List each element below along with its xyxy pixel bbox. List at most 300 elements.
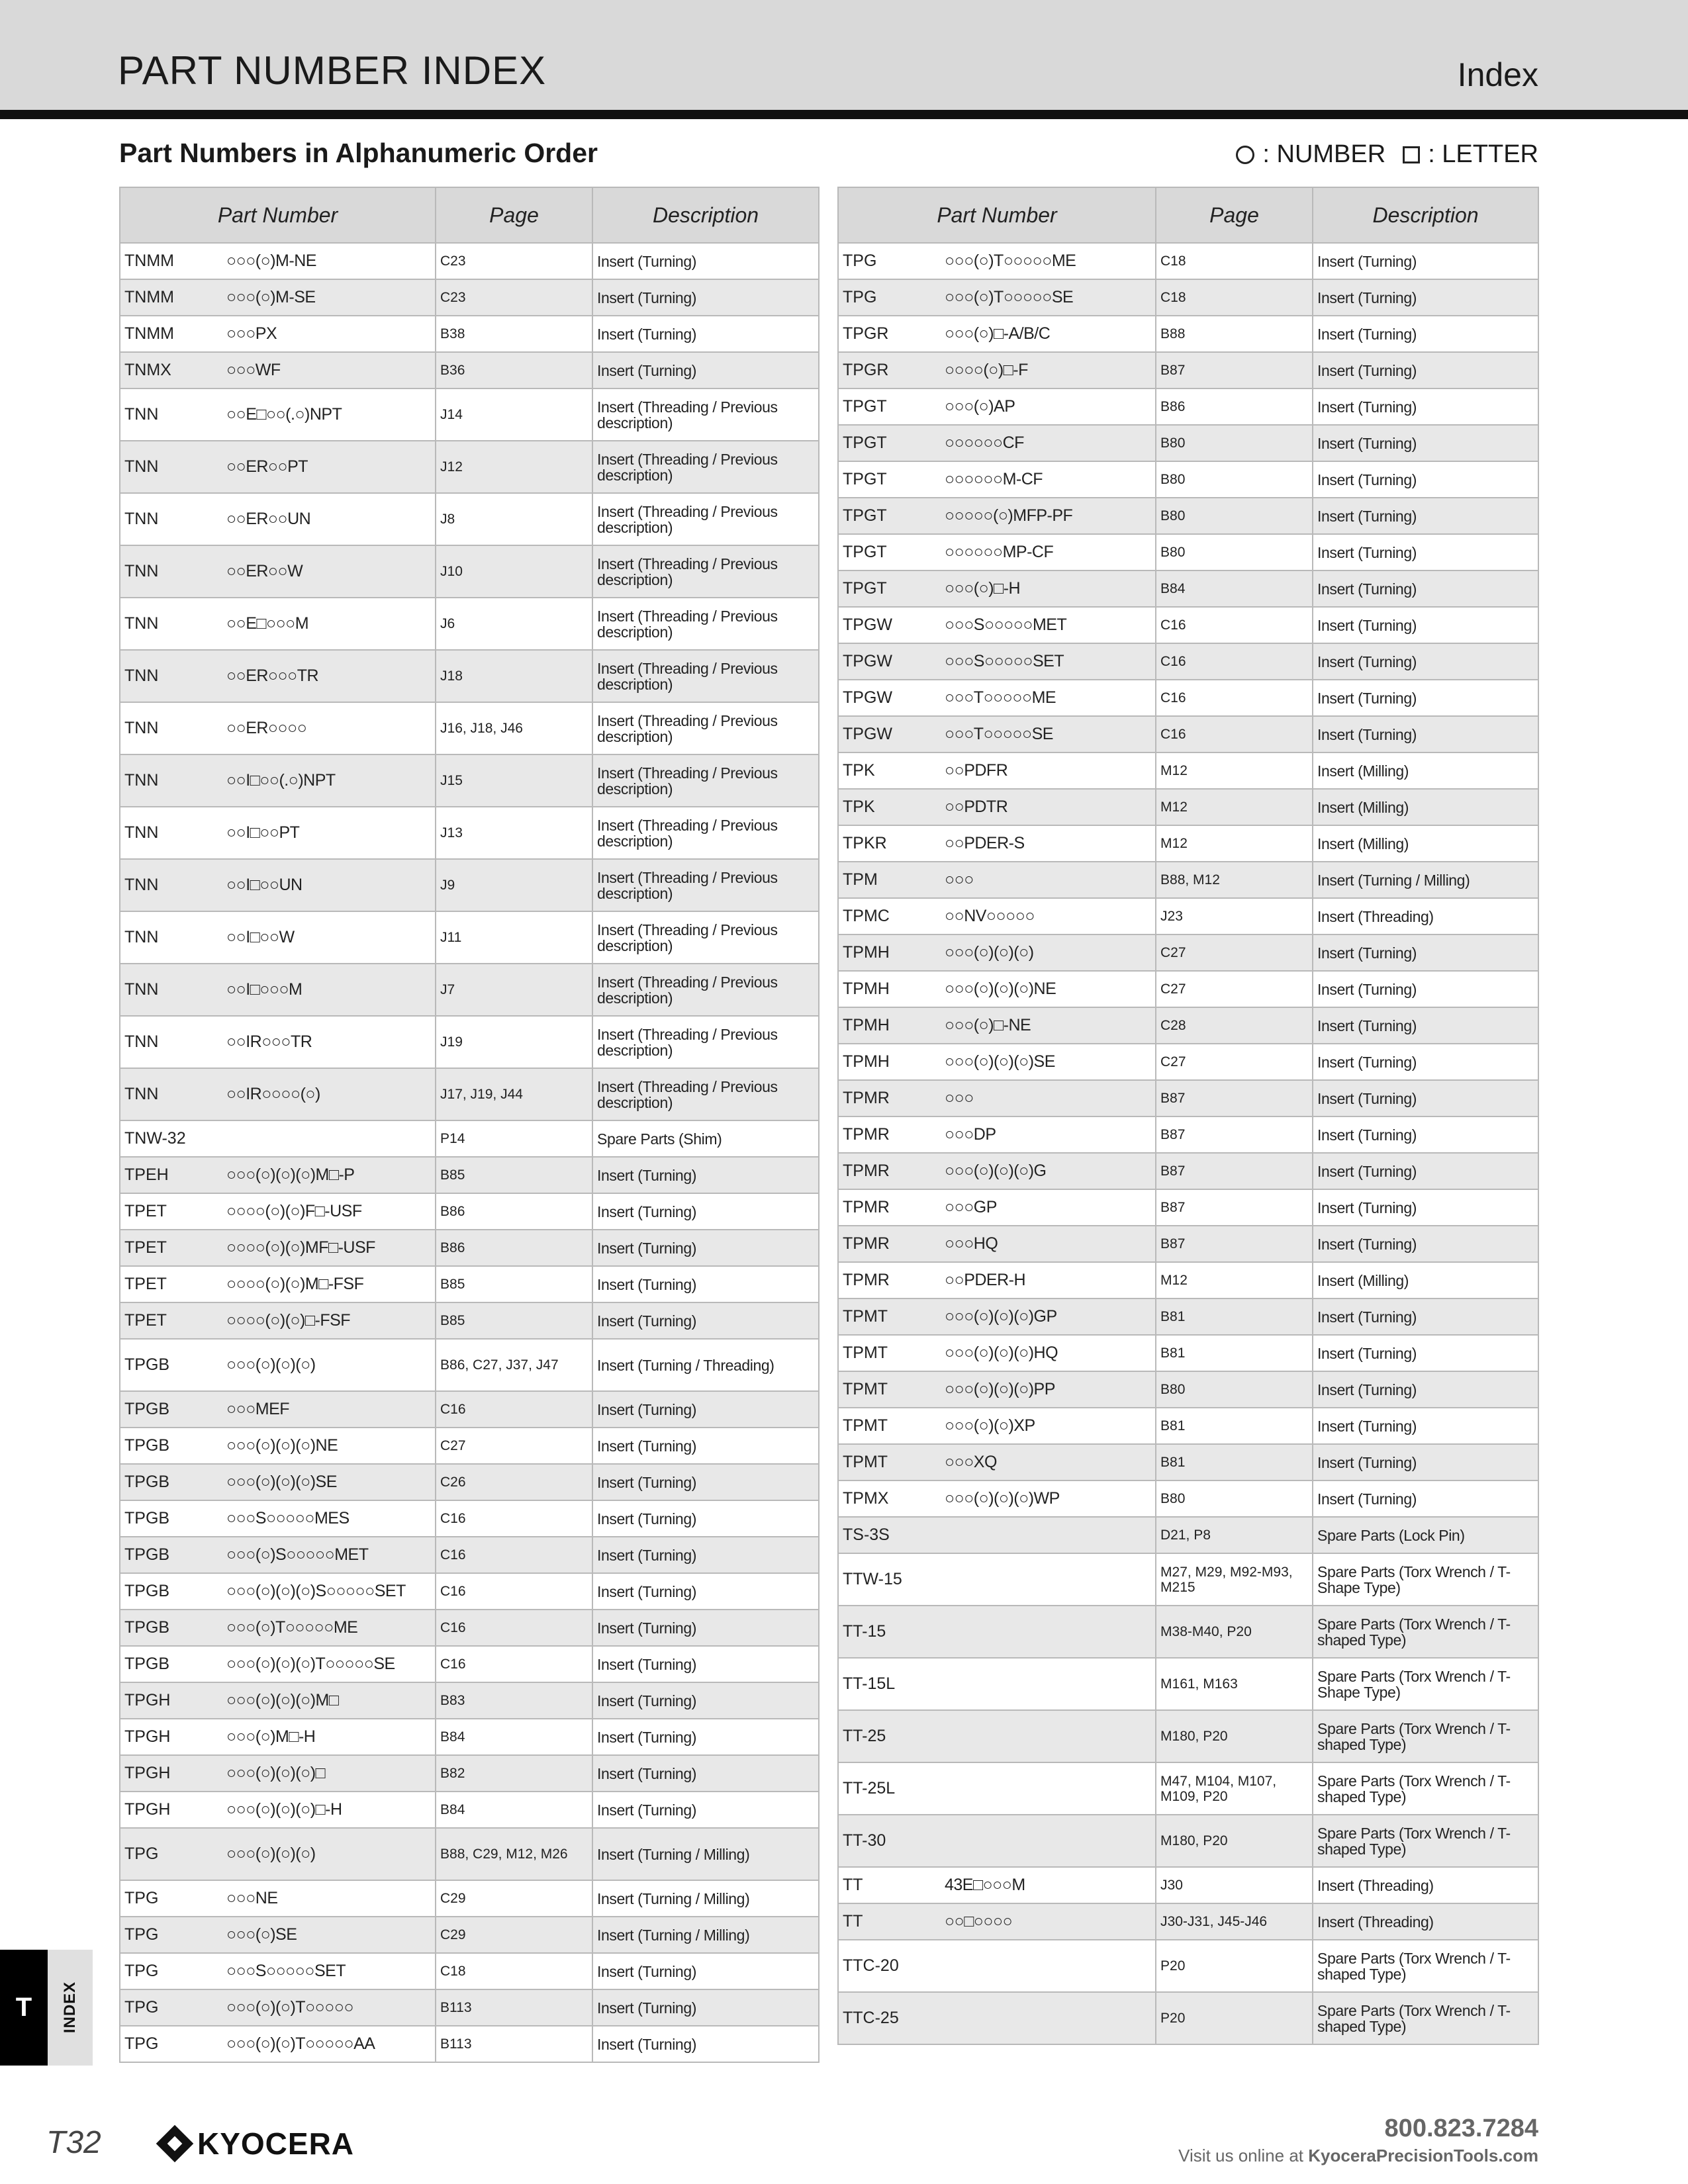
- part-code: ○○○(○)(○)(○)GP: [941, 1298, 1156, 1335]
- part-prefix: TPGW: [838, 607, 941, 643]
- part-prefix: TNN: [120, 388, 222, 441]
- part-prefix: TPGT: [838, 570, 941, 607]
- part-code: ○○○NE: [222, 1880, 436, 1917]
- table-row: [120, 1193, 819, 1230]
- page-ref: B84: [1156, 570, 1313, 607]
- table-row: [120, 702, 819, 754]
- part-prefix: TPG: [120, 1953, 222, 1989]
- page-ref: M12: [1156, 752, 1313, 789]
- part-code: ○○○(○)(○)(○)PP: [941, 1371, 1156, 1408]
- part-prefix: TPGT: [838, 498, 941, 534]
- part-code: ○○○(○)(○)(○)T○○○○○SE: [222, 1646, 436, 1682]
- part-code: ○○○(○)□-NE: [941, 1007, 1156, 1044]
- part-prefix: TPMR: [838, 1262, 941, 1298]
- part-code: ○○ER○○UN: [222, 493, 436, 545]
- part-code: ○○E□○○(.○)NPT: [222, 388, 436, 441]
- description: Insert (Turning): [1313, 1298, 1538, 1335]
- page-ref: B82: [436, 1755, 592, 1792]
- page-ref: B88, M12: [1156, 862, 1313, 898]
- description: Insert (Turning): [592, 1230, 819, 1266]
- part-code: ○○I□○○PT: [222, 807, 436, 859]
- part-code: ○○○XQ: [941, 1444, 1156, 1480]
- table-row: [120, 911, 819, 964]
- page-ref: J18: [436, 650, 592, 702]
- description: Insert (Turning): [1313, 534, 1538, 570]
- side-tab-letter: T: [0, 1950, 48, 2066]
- part-code: ○○○(○)(○)(○): [222, 1339, 436, 1391]
- part-code: ○○○T○○○○○SE: [941, 716, 1156, 752]
- part-code: ○○PDER-H: [941, 1262, 1156, 1298]
- description: Insert (Turning): [1313, 716, 1538, 752]
- table-row: [120, 1792, 819, 1828]
- page-ref: J15: [436, 754, 592, 807]
- description: Insert (Turning): [592, 1573, 819, 1610]
- page-ref: C16: [436, 1537, 592, 1573]
- page-ref: B88: [1156, 316, 1313, 352]
- table-row: [120, 1016, 819, 1068]
- table-row: [838, 789, 1538, 825]
- page-ref: B80: [1156, 498, 1313, 534]
- part-code: ○○○(○)(○)(○)□: [222, 1755, 436, 1792]
- table-row: [838, 316, 1538, 352]
- page-ref: M47, M104, M107, M109, P20: [1156, 1762, 1313, 1815]
- table-row: [120, 493, 819, 545]
- page-ref: C26: [436, 1464, 592, 1500]
- part-code: ○○○○(○)□-F: [941, 352, 1156, 388]
- page-ref: B85: [436, 1157, 592, 1193]
- table-row: [120, 243, 819, 279]
- part-prefix: TPGT: [838, 461, 941, 498]
- part-code: ○○○(○)(○)T○○○○○: [222, 1989, 436, 2026]
- description: Insert (Turning): [1313, 316, 1538, 352]
- table-row: [838, 1903, 1538, 1940]
- part-code: ○○○(○)T○○○○○SE: [941, 279, 1156, 316]
- part-code: ○○○○(○)(○)MF□-USF: [222, 1230, 436, 1266]
- table-row: [838, 1480, 1538, 1517]
- part-prefix: TPG: [838, 243, 941, 279]
- description: Insert (Threading / Previous description): [592, 545, 819, 598]
- page-ref: B81: [1156, 1408, 1313, 1444]
- table-row: [838, 1080, 1538, 1116]
- table-row: [120, 352, 819, 388]
- part-code: ○○○S○○○○○MES: [222, 1500, 436, 1537]
- part-prefix: TPGH: [120, 1682, 222, 1719]
- table-row: [120, 1428, 819, 1464]
- part-prefix: TPMT: [838, 1335, 941, 1371]
- description: Insert (Threading): [1313, 1867, 1538, 1903]
- table-row: [120, 316, 819, 352]
- description: Insert (Turning): [592, 1989, 819, 2026]
- description: Insert (Turning): [592, 1391, 819, 1428]
- part-prefix: TNW-32: [120, 1120, 222, 1157]
- page-ref: C29: [436, 1880, 592, 1917]
- part-prefix: TPGB: [120, 1537, 222, 1573]
- table-row: [120, 1719, 819, 1755]
- page-ref: C16: [436, 1646, 592, 1682]
- table-row: [120, 1120, 819, 1157]
- description: Insert (Milling): [1313, 825, 1538, 862]
- page-ref: J17, J19, J44: [436, 1068, 592, 1120]
- description: Spare Parts (Torx Wrench / T-Shape Type): [1313, 1658, 1538, 1710]
- page-ref: C23: [436, 279, 592, 316]
- part-prefix: TPMT: [838, 1371, 941, 1408]
- part-prefix: TPMX: [838, 1480, 941, 1517]
- description: Spare Parts (Shim): [592, 1120, 819, 1157]
- description: Insert (Threading / Previous description): [592, 1016, 819, 1068]
- page-ref: D21, P8: [1156, 1517, 1313, 1553]
- description: Insert (Turning): [592, 1428, 819, 1464]
- part-prefix: TPM: [838, 862, 941, 898]
- part-code: ○○○(○)□-H: [941, 570, 1156, 607]
- part-code: [941, 1517, 1156, 1553]
- part-prefix: TPET: [120, 1266, 222, 1302]
- table-row: [120, 1391, 819, 1428]
- description: Insert (Threading / Previous description): [592, 441, 819, 493]
- table-row: [120, 441, 819, 493]
- page-ref: J23: [1156, 898, 1313, 934]
- description: Insert (Turning / Threading): [592, 1339, 819, 1391]
- page-ref: B84: [436, 1719, 592, 1755]
- table-row: [838, 607, 1538, 643]
- description: Insert (Threading / Previous description): [592, 859, 819, 911]
- part-prefix: TPMR: [838, 1080, 941, 1116]
- description: Insert (Turning): [592, 1719, 819, 1755]
- col-header-page: Page: [1156, 187, 1313, 243]
- part-code: ○○□○○○○: [941, 1903, 1156, 1940]
- table-row: [120, 2026, 819, 2062]
- part-code: ○○○(○)M-NE: [222, 243, 436, 279]
- description: Insert (Threading / Previous description): [592, 650, 819, 702]
- table-row: [838, 243, 1538, 279]
- table-row: [838, 1408, 1538, 1444]
- table-row: [120, 1339, 819, 1391]
- subtitle: Part Numbers in Alphanumeric Order: [119, 138, 598, 168]
- part-code: ○○○S○○○○○MET: [941, 607, 1156, 643]
- page-ref: B81: [1156, 1444, 1313, 1480]
- table-row: [838, 1153, 1538, 1189]
- description: Insert (Turning): [592, 1500, 819, 1537]
- part-prefix: TNMM: [120, 279, 222, 316]
- table-row: [838, 1517, 1538, 1553]
- description: Insert (Threading / Previous description): [592, 807, 819, 859]
- description: Insert (Turning / Milling): [1313, 862, 1538, 898]
- side-tab-label: INDEX: [61, 1981, 79, 2034]
- page-ref: B80: [1156, 1371, 1313, 1408]
- page-ref: M27, M29, M92-M93, M215: [1156, 1553, 1313, 1606]
- part-prefix: TNN: [120, 1016, 222, 1068]
- table-row: [838, 1371, 1538, 1408]
- part-code: ○○ER○○PT: [222, 441, 436, 493]
- table-row: [838, 388, 1538, 425]
- description: Insert (Milling): [1313, 789, 1538, 825]
- description: Insert (Turning): [592, 1953, 819, 1989]
- part-code: ○○○S○○○○○SET: [941, 643, 1156, 680]
- description: Insert (Turning): [1313, 1408, 1538, 1444]
- page-ref: J12: [436, 441, 592, 493]
- table-row: [120, 1880, 819, 1917]
- page-ref: B80: [1156, 461, 1313, 498]
- part-code: ○○○(○)T○○○○○ME: [941, 243, 1156, 279]
- description: Insert (Turning / Milling): [592, 1828, 819, 1880]
- page-ref: P14: [436, 1120, 592, 1157]
- table-row: [838, 425, 1538, 461]
- description: Insert (Turning): [1313, 1044, 1538, 1080]
- table-row: [838, 643, 1538, 680]
- table-row: [120, 1682, 819, 1719]
- page-ref: B81: [1156, 1335, 1313, 1371]
- part-prefix: TPGB: [120, 1428, 222, 1464]
- table-row: [838, 1116, 1538, 1153]
- description: Insert (Turning): [1313, 1116, 1538, 1153]
- page-ref: B87: [1156, 1080, 1313, 1116]
- part-prefix: TPMT: [838, 1298, 941, 1335]
- page-ref: J13: [436, 807, 592, 859]
- description: Insert (Turning): [592, 1302, 819, 1339]
- description: Insert (Turning): [592, 1610, 819, 1646]
- page-ref: B86: [1156, 388, 1313, 425]
- page-ref: P20: [1156, 1940, 1313, 1992]
- page-ref: J8: [436, 493, 592, 545]
- page-ref: J6: [436, 598, 592, 650]
- part-prefix: TNN: [120, 702, 222, 754]
- table-row: [120, 1500, 819, 1537]
- part-prefix: TT-25: [838, 1710, 941, 1762]
- table-row: [838, 1606, 1538, 1658]
- page-ref: B87: [1156, 1153, 1313, 1189]
- part-prefix: TPGB: [120, 1573, 222, 1610]
- description: Insert (Turning): [1313, 607, 1538, 643]
- part-code: ○○IR○○○TR: [222, 1016, 436, 1068]
- description: Insert (Turning): [1313, 1007, 1538, 1044]
- part-prefix: TPG: [120, 1917, 222, 1953]
- table-row: [838, 1815, 1538, 1867]
- page-ref: B85: [436, 1266, 592, 1302]
- page-ref: J19: [436, 1016, 592, 1068]
- visit-site[interactable]: KyoceraPrecisionTools.com: [1308, 2146, 1538, 2165]
- part-code: ○○○○(○)(○)F□-USF: [222, 1193, 436, 1230]
- description: Insert (Turning): [1313, 461, 1538, 498]
- table-row: [120, 1068, 819, 1120]
- page-ref: C27: [1156, 971, 1313, 1007]
- page-ref: B87: [1156, 1189, 1313, 1226]
- part-prefix: TNN: [120, 598, 222, 650]
- part-code: ○○PDTR: [941, 789, 1156, 825]
- part-prefix: TPMR: [838, 1226, 941, 1262]
- col-header-desc: Description: [1313, 187, 1538, 243]
- description: Insert (Turning): [1313, 1444, 1538, 1480]
- description: Insert (Turning): [1313, 279, 1538, 316]
- description: Insert (Threading / Previous description): [592, 493, 819, 545]
- table-row: [838, 825, 1538, 862]
- part-code: ○○ER○○○TR: [222, 650, 436, 702]
- description: Insert (Milling): [1313, 752, 1538, 789]
- description: Spare Parts (Torx Wrench / T-shaped Type): [1313, 1992, 1538, 2044]
- page-ref: C29: [436, 1917, 592, 1953]
- table-row: [120, 388, 819, 441]
- page-ref: C18: [436, 1953, 592, 1989]
- page-ref: M180, P20: [1156, 1710, 1313, 1762]
- table-row: [838, 716, 1538, 752]
- header-rule: [0, 110, 1688, 119]
- kyocera-logo: [162, 2126, 354, 2161]
- part-code: ○○○○○○M-CF: [941, 461, 1156, 498]
- part-code: ○○○(○)(○)(○)SE: [941, 1044, 1156, 1080]
- side-tab: [0, 1950, 93, 2066]
- part-code: ○○I□○○W: [222, 911, 436, 964]
- description: Insert (Turning): [1313, 643, 1538, 680]
- description: Insert (Turning / Milling): [592, 1880, 819, 1917]
- part-prefix: TPGH: [120, 1719, 222, 1755]
- table-row: [838, 752, 1538, 789]
- table-row: [838, 1658, 1538, 1710]
- description: Insert (Turning): [1313, 352, 1538, 388]
- part-code: ○○IR○○○○(○): [222, 1068, 436, 1120]
- description: Insert (Turning): [1313, 934, 1538, 971]
- page-ref: M12: [1156, 825, 1313, 862]
- table-row: [120, 1266, 819, 1302]
- page-ref: J11: [436, 911, 592, 964]
- part-code: [941, 1815, 1156, 1867]
- page-ref: B86: [436, 1230, 592, 1266]
- part-code: ○○○(○)T○○○○○ME: [222, 1610, 436, 1646]
- description: Insert (Milling): [1313, 1262, 1538, 1298]
- table-row: [120, 754, 819, 807]
- part-prefix: TPET: [120, 1230, 222, 1266]
- part-prefix: TNN: [120, 964, 222, 1016]
- page-ref: B86: [436, 1193, 592, 1230]
- description: Insert (Turning): [592, 279, 819, 316]
- part-code: ○○ER○○W: [222, 545, 436, 598]
- part-prefix: TPGB: [120, 1610, 222, 1646]
- page-ref: B36: [436, 352, 592, 388]
- part-code: ○○○(○)(○)XP: [941, 1408, 1156, 1444]
- description: Insert (Turning): [1313, 1153, 1538, 1189]
- table-row: [120, 964, 819, 1016]
- description: Insert (Turning): [592, 1157, 819, 1193]
- description: Spare Parts (Torx Wrench / T-shaped Type): [1313, 1710, 1538, 1762]
- table-row: [838, 1710, 1538, 1762]
- part-prefix: TPK: [838, 789, 941, 825]
- table-row: [838, 570, 1538, 607]
- part-prefix: TT-15L: [838, 1658, 941, 1710]
- part-prefix: TPMT: [838, 1408, 941, 1444]
- part-prefix: TNMM: [120, 243, 222, 279]
- table-row: [120, 1953, 819, 1989]
- part-code: ○○PDFR: [941, 752, 1156, 789]
- description: Insert (Turning): [1313, 243, 1538, 279]
- part-prefix: TNN: [120, 441, 222, 493]
- part-code: [941, 1606, 1156, 1658]
- description: Insert (Turning): [1313, 1335, 1538, 1371]
- part-prefix: TNN: [120, 911, 222, 964]
- table-row: [120, 1302, 819, 1339]
- table-row: [838, 352, 1538, 388]
- part-prefix: TTC-20: [838, 1940, 941, 1992]
- part-prefix: TT-25L: [838, 1762, 941, 1815]
- part-code: [941, 1710, 1156, 1762]
- part-code: ○○○(○)(○)(○)NE: [941, 971, 1156, 1007]
- table-row: [838, 1335, 1538, 1371]
- part-prefix: TT-15: [838, 1606, 941, 1658]
- index-table-left: [119, 187, 820, 2063]
- description: Insert (Turning / Milling): [592, 1917, 819, 1953]
- part-code: ○○○T○○○○○ME: [941, 680, 1156, 716]
- section-label: Index: [1457, 56, 1538, 93]
- description: Insert (Turning): [1313, 425, 1538, 461]
- part-code: ○○I□○○(.○)NPT: [222, 754, 436, 807]
- part-code: ○○○(○)S○○○○○MET: [222, 1537, 436, 1573]
- logo-text: KYOCERA: [197, 2126, 355, 2161]
- description: Insert (Threading / Previous description): [592, 388, 819, 441]
- part-prefix: TPGT: [838, 534, 941, 570]
- page-ref: C27: [1156, 934, 1313, 971]
- part-prefix: TPK: [838, 752, 941, 789]
- description: Spare Parts (Torx Wrench / T-Shape Type): [1313, 1553, 1538, 1606]
- page-title: PART NUMBER INDEX: [118, 48, 547, 93]
- part-prefix: TS-3S: [838, 1517, 941, 1553]
- page-ref: B87: [1156, 1226, 1313, 1262]
- part-prefix: TT: [838, 1867, 941, 1903]
- part-prefix: TPGB: [120, 1391, 222, 1428]
- part-prefix: TPG: [120, 2026, 222, 2062]
- page-ref: C23: [436, 243, 592, 279]
- part-code: ○○○(○)M□-H: [222, 1719, 436, 1755]
- description: Insert (Threading / Previous description): [592, 911, 819, 964]
- table-row: [838, 1007, 1538, 1044]
- part-code: ○○PDER-S: [941, 825, 1156, 862]
- table-row: [120, 598, 819, 650]
- description: Insert (Turning): [592, 1193, 819, 1230]
- part-code: ○○○○○○MP-CF: [941, 534, 1156, 570]
- part-code: ○○○DP: [941, 1116, 1156, 1153]
- table-row: [120, 650, 819, 702]
- page-ref: C27: [436, 1428, 592, 1464]
- logo-mark-icon: [156, 2125, 194, 2163]
- part-prefix: TPMT: [838, 1444, 941, 1480]
- page-ref: B86, C27, J37, J47: [436, 1339, 592, 1391]
- part-code: ○○○(○)(○)(○): [222, 1828, 436, 1880]
- table-row: [838, 898, 1538, 934]
- part-prefix: TPGW: [838, 680, 941, 716]
- description: Insert (Turning): [1313, 1371, 1538, 1408]
- part-prefix: TPET: [120, 1302, 222, 1339]
- part-prefix: TNN: [120, 545, 222, 598]
- legend-letter: : LETTER: [1428, 140, 1538, 168]
- part-code: ○○○(○)AP: [941, 388, 1156, 425]
- table-row: [120, 279, 819, 316]
- table-row: [120, 1828, 819, 1880]
- part-code: ○○○(○)□-A/B/C: [941, 316, 1156, 352]
- part-code: ○○○(○)(○)(○)WP: [941, 1480, 1156, 1517]
- description: Insert (Threading): [1313, 1903, 1538, 1940]
- index-table-right: [837, 187, 1539, 2045]
- description: Insert (Turning): [1313, 971, 1538, 1007]
- part-prefix: TPMH: [838, 1044, 941, 1080]
- part-prefix: TNN: [120, 650, 222, 702]
- part-code: ○○I□○○UN: [222, 859, 436, 911]
- part-prefix: TPMH: [838, 971, 941, 1007]
- part-code: ○○ER○○○○: [222, 702, 436, 754]
- table-row: [120, 1755, 819, 1792]
- table-row: [120, 1989, 819, 2026]
- page-ref: B81: [1156, 1298, 1313, 1335]
- part-prefix: TPMR: [838, 1153, 941, 1189]
- part-prefix: TPGR: [838, 352, 941, 388]
- phone-number: 800.823.7284: [1384, 2115, 1538, 2142]
- description: Insert (Threading): [1313, 898, 1538, 934]
- part-prefix: TPMH: [838, 1007, 941, 1044]
- page-ref: J14: [436, 388, 592, 441]
